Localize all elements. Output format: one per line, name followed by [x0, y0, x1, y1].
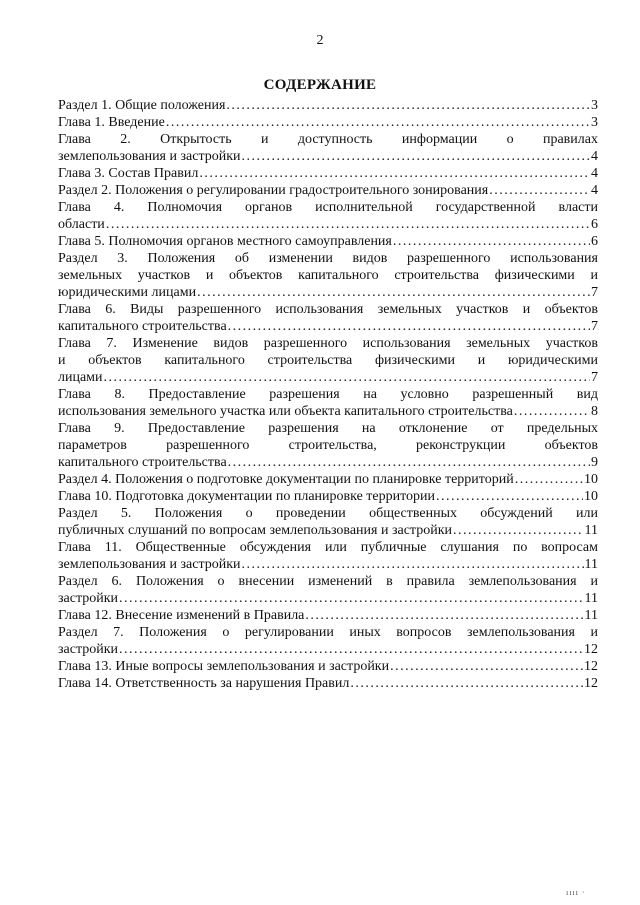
toc-entry-final-line	[58, 658, 598, 675]
toc-entry-final-line	[58, 114, 598, 131]
toc-entry[interactable]	[58, 233, 598, 250]
toc-entry[interactable]	[58, 539, 598, 573]
toc-entry-title: землепользования и застройки	[58, 557, 241, 572]
toc-entry-final-line	[58, 233, 598, 250]
toc-entry-text-line: Глава 7. Изменение видов разрешенного использования земельных участков	[58, 336, 598, 351]
toc-entry-title: Глава 13. Иные вопросы землепользования и застройки	[58, 659, 390, 674]
toc-entry[interactable]	[58, 658, 598, 675]
toc-entry-title: капитального строительства	[58, 319, 227, 334]
toc-entry-text-line: Глава 11. Общественные обсуждения или публичные слушания по вопросам	[58, 540, 598, 555]
toc-entry[interactable]	[58, 182, 598, 199]
toc-entry-title: Раздел 4. Положения о подготовке документации по планировке территорий	[58, 472, 514, 487]
dot-leader	[106, 216, 590, 233]
toc-entry-text-line: Раздел 6. Положения о внесении изменений в правила землепользования и	[58, 574, 598, 589]
toc-entry-title: юридическими лицами	[58, 285, 197, 300]
toc-entry-text-line: Раздел 5. Положения о проведении общественных обсуждений или	[58, 506, 598, 521]
toc-entry-final-line	[58, 369, 598, 386]
toc-entry-title: области	[58, 217, 105, 232]
toc-entry[interactable]	[58, 165, 598, 182]
toc-entry-final-line	[58, 216, 598, 233]
toc-entry[interactable]	[58, 573, 598, 607]
dot-leader	[350, 675, 583, 692]
dot-leader	[119, 641, 583, 658]
dot-leader	[390, 658, 583, 675]
toc-entry-page-number: 12	[584, 659, 598, 674]
toc-entry-title: Глава 10. Подготовка документации по планировке территории	[58, 489, 436, 504]
toc-entry-text-line: Глава 4. Полномочия органов исполнительной государственной власти	[58, 200, 598, 215]
toc-entry-page-number: 7	[591, 370, 598, 385]
toc-entry[interactable]	[58, 335, 598, 386]
dot-leader	[436, 488, 583, 505]
dot-leader	[226, 97, 590, 114]
toc-entry-page-number: 12	[584, 642, 598, 657]
toc-entry-title: застройки	[58, 642, 119, 657]
toc-entry-title: использования земельного участка или объекта капитального строительства	[58, 404, 513, 419]
toc-entry-title: Глава 3. Состав Правил	[58, 166, 199, 181]
toc-entry[interactable]	[58, 97, 598, 114]
toc-entry-page-number: 7	[591, 319, 598, 334]
toc-entry-final-line	[58, 403, 598, 420]
toc-entry[interactable]	[58, 505, 598, 539]
toc-entry-page-number: 6	[591, 234, 598, 249]
toc-entry-title: Глава 1. Введение	[58, 115, 165, 130]
toc-entry[interactable]	[58, 675, 598, 692]
toc-entry-title: Раздел 2. Положения о регулировании градостроительного зонирования	[58, 183, 489, 198]
toc-entry[interactable]	[58, 199, 598, 233]
toc-entry[interactable]	[58, 131, 598, 165]
dot-leader	[104, 369, 590, 386]
toc-entry-text-line: Глава 2. Открытость и доступность информации о правилах	[58, 132, 598, 147]
dot-leader	[515, 471, 583, 488]
toc-entry[interactable]	[58, 420, 598, 471]
toc-entry-page-number: 11	[584, 591, 598, 606]
toc-entry[interactable]	[58, 488, 598, 505]
toc-entry[interactable]	[58, 114, 598, 131]
toc-entry-page-number: 4	[591, 166, 598, 181]
dot-leader	[393, 233, 590, 250]
toc-entry-title: капитального строительства	[58, 455, 227, 470]
toc-entry-page-number: 6	[591, 217, 598, 232]
toc-entry-page-number: 3	[591, 98, 598, 113]
toc-entry-page-number: 10	[584, 472, 598, 487]
toc-entry-final-line	[58, 318, 598, 335]
toc-entry-page-number: 4	[591, 149, 598, 164]
toc-entry-text-line: Глава 6. Виды разрешенного использования земельных участков и объектов	[58, 302, 598, 317]
scan-artifact: ıııı ·	[566, 888, 586, 897]
toc-entry-final-line	[58, 641, 598, 658]
dot-leader	[305, 607, 583, 624]
toc-title: СОДЕРЖАНИЕ	[263, 77, 377, 93]
toc-entry-text-line: Раздел 3. Положения об изменении видов разрешенного использования	[58, 251, 598, 266]
dot-leader	[166, 114, 590, 131]
toc-entry-final-line	[58, 488, 598, 505]
toc-entry-final-line	[58, 165, 598, 182]
toc-entry[interactable]	[58, 301, 598, 335]
toc-entry-final-line	[58, 675, 598, 692]
dot-leader	[197, 284, 590, 301]
toc-entry-title: Глава 14. Ответственность за нарушения Правил	[58, 676, 350, 691]
toc-entry-final-line	[58, 454, 598, 471]
dot-leader	[228, 318, 590, 335]
toc-entry-page-number: 11	[584, 557, 598, 572]
toc-entry-text-line: параметров разрешенного строительства, реконструкции объектов	[58, 438, 598, 453]
toc-entry[interactable]	[58, 607, 598, 624]
dot-leader	[453, 522, 584, 539]
dot-leader	[199, 165, 590, 182]
toc-entry-page-number: 10	[584, 489, 598, 504]
toc-entry-page-number: 11	[584, 608, 598, 623]
toc-entry-text-line: Раздел 7. Положения о регулировании иных вопросов землепользования и	[58, 625, 598, 640]
toc-entry-final-line	[58, 556, 598, 573]
dot-leader	[119, 590, 583, 607]
toc-entry-final-line	[58, 182, 598, 199]
toc-entry-title: Глава 5. Полномочия органов местного самоуправления	[58, 234, 392, 249]
toc-entry-text-line: Глава 8. Предоставление разрешения на условно разрешенный вид	[58, 387, 598, 402]
dot-leader	[228, 454, 590, 471]
page-number: 2	[316, 33, 324, 48]
toc-entry[interactable]	[58, 471, 598, 488]
toc-entry-page-number: 12	[584, 676, 598, 691]
toc-entry-page-number: 7	[591, 285, 598, 300]
toc-entry-final-line	[58, 97, 598, 114]
toc-entry-title: застройки	[58, 591, 119, 606]
table-of-contents	[58, 97, 598, 692]
toc-entry-final-line	[58, 148, 598, 165]
toc-entry-text-line: Глава 9. Предоставление разрешения на отклонение от предельных	[58, 421, 598, 436]
toc-entry-title: лицами	[58, 370, 103, 385]
dot-leader	[242, 556, 584, 573]
toc-entry-page-number: 8	[591, 404, 598, 419]
toc-entry-page-number: 3	[591, 115, 598, 130]
toc-entry-final-line	[58, 607, 598, 624]
toc-entry-page-number: 9	[591, 455, 598, 470]
toc-entry-title: Глава 12. Внесение изменений в Правила	[58, 608, 305, 623]
toc-entry-title: Раздел 1. Общие положения	[58, 98, 226, 113]
toc-entry-page-number: 4	[591, 183, 598, 198]
toc-entry-text-line: и объектов капитального строительства физическими и юридическими	[58, 353, 598, 368]
toc-entry[interactable]	[58, 624, 598, 658]
toc-entry-page-number: 11	[584, 523, 598, 538]
toc-entry-final-line	[58, 471, 598, 488]
toc-entry-title: публичных слушаний по вопросам землепользования и застройки	[58, 523, 452, 538]
toc-entry[interactable]	[58, 250, 598, 301]
toc-entry-final-line	[58, 590, 598, 607]
dot-leader	[489, 182, 590, 199]
toc-entry-title: землепользования и застройки	[58, 149, 241, 164]
toc-entry-text-line: земельных участков и объектов капитального строительства физическими и	[58, 268, 598, 283]
toc-entry[interactable]	[58, 386, 598, 420]
dot-leader	[242, 148, 590, 165]
dot-leader	[514, 403, 590, 420]
toc-entry-final-line	[58, 284, 598, 301]
toc-entry-final-line	[58, 522, 598, 539]
